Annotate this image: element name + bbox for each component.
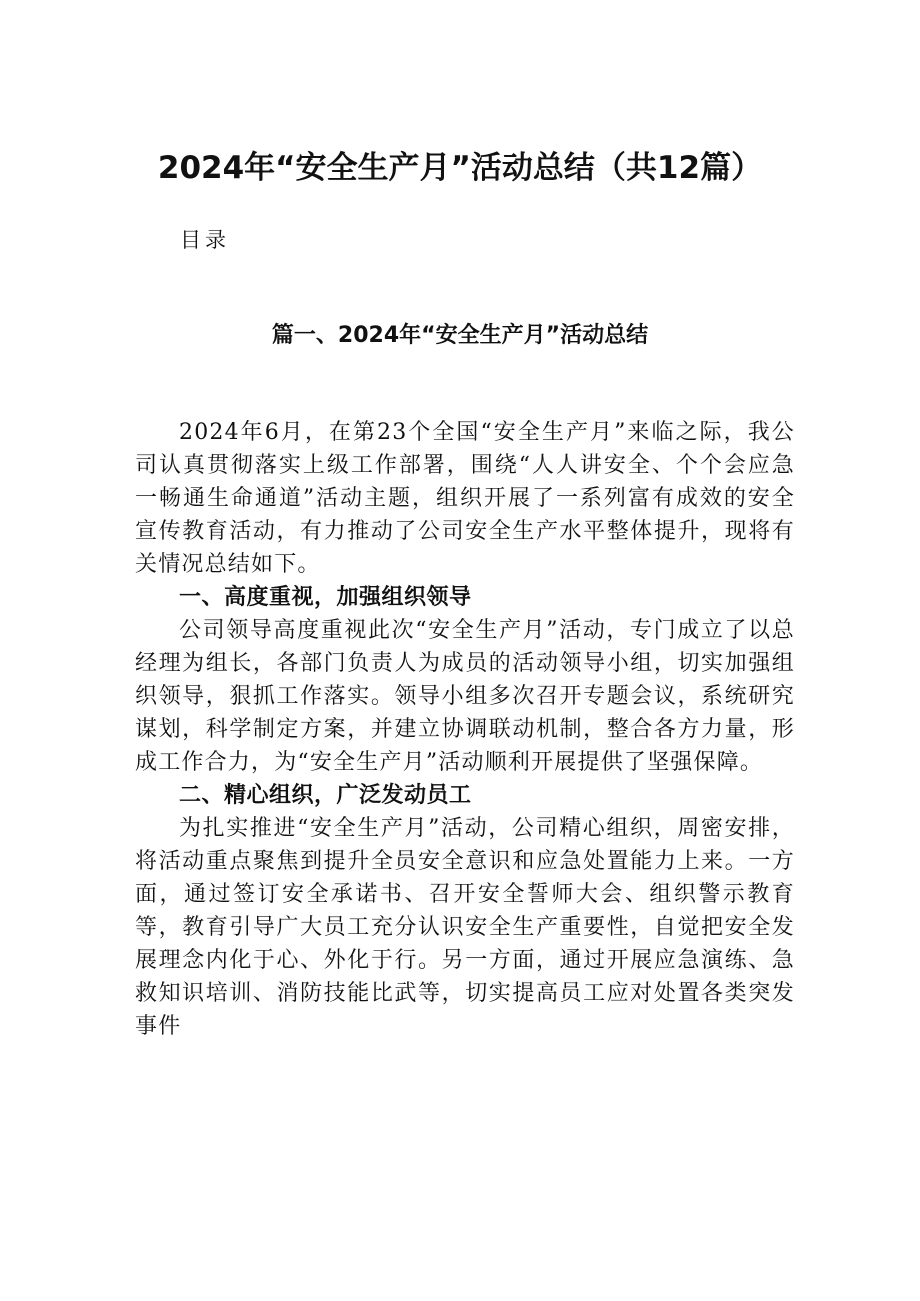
document-body — [135, 416, 795, 1043]
section-paragraph-1: 公司领导高度重视此次“安全生产月”活动，专门成立了以总经理为组长，各部门负责人为成员的活动领导小组，切实加强组织领导，狠抓工作落实。领导小组多次召开专题会议，系统研究谋划，科学制定方案，并建立协调联动机制，整合各方力量，形成工作合力，为“安全生产月”活动顺利开展提供了坚强保障。 — [135, 618, 795, 775]
table-of-contents-label: 目录 — [180, 228, 230, 252]
section-heading-2: 二、精心组织，广泛发动员工 — [179, 783, 472, 808]
section-paragraph-2: 为扎实推进“安全生产月”活动，公司精心组织，周密安排，将活动重点聚焦到提升全员安全意识和应急处置能力上来。一方面，通过签订安全承诺书、召开安全誓师大会、组织警示教育等，教育引导广大员工充分认识安全生产重要性，自觉把安全发展理念内化于心、外化于行。另一方面，通过开展应急演练、急救知识培训、消防技能比武等，切实提高员工应对处置各类突发事件 — [135, 816, 795, 1039]
intro-paragraph: 2024年6月，在第23个全国“安全生产月”来临之际，我公司认真贯彻落实上级工作部署，围绕“人人讲安全、个个会应急一畅通生命通道”活动主题，组织开展了一系列富有成效的安全宣传教育活动，有力推动了公司安全生产水平整体提升，现将有关情况总结如下。 — [135, 420, 795, 577]
document-title: 2024年“安全生产月”活动总结（共12篇） — [157, 150, 763, 186]
part-title: 篇一、2024年“安全生产月”活动总结 — [271, 323, 649, 348]
section-heading-1: 一、高度重视，加强组织领导 — [179, 585, 472, 610]
